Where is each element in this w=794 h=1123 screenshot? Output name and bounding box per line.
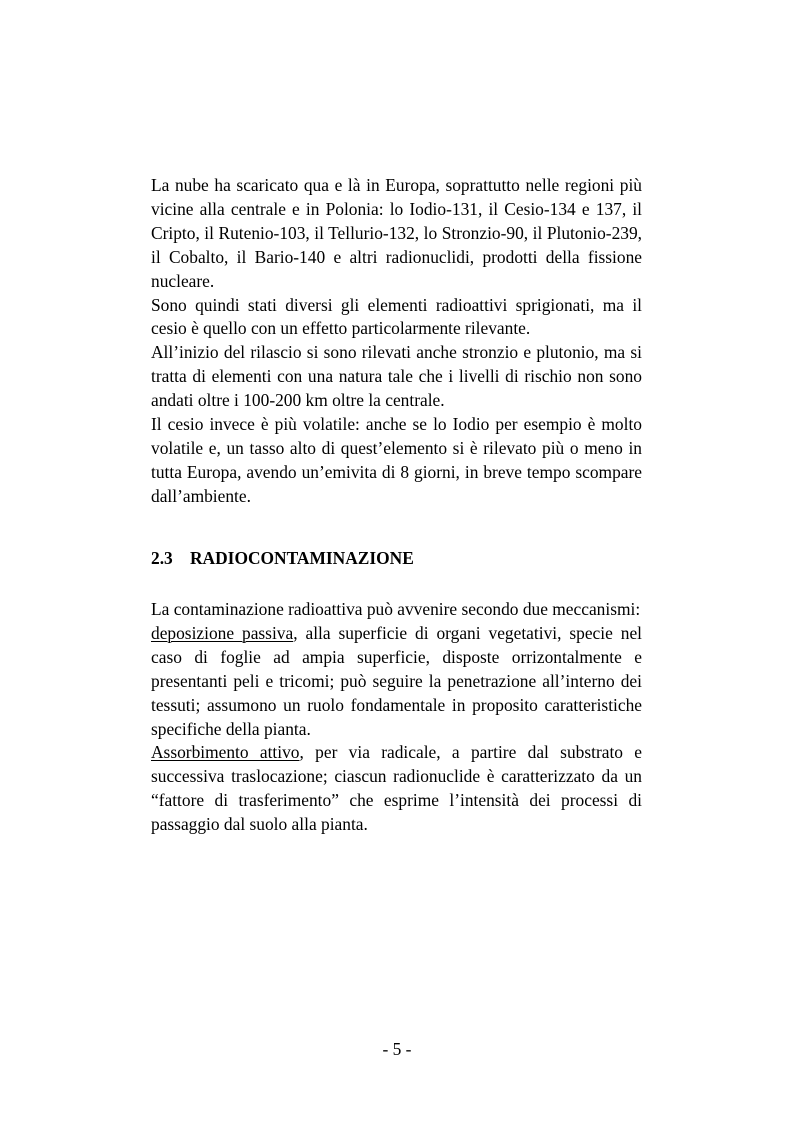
mechanism-passive-deposition [151,622,642,742]
page-number: - 5 - [382,1039,412,1059]
mechanism-term: deposizione passiva [151,622,294,643]
paragraph-strontium-plutonium: All’inizio del rilascio si sono rilevati anche stronzio e plutonio, ma si tratta di elementi con una natura tale che i livelli di rischio non sono andati oltre i 100-200 km oltre la centrale. [151,342,642,411]
mechanism-term: Assorbimento attivo [151,742,300,763]
mechanism-active-absorption [151,741,642,837]
section-title: RADIOCONTAMINAZIONE [190,548,414,568]
section-intro-paragraph: La contaminazione radioattiva può avvenire secondo due meccanismi: [151,599,641,619]
intro-text-block [151,174,642,509]
mechanism-description: , per via radicale, a partire dal substrato e successiva traslocazione; ciascun radionuclide è caratterizzato da un “fattore di trasferimento” che esprime l’intensità dei processi di passaggio dal suolo alla pianta. [151,742,643,835]
paragraph-cesium-effect: Sono quindi stati diversi gli elementi radioattivi sprigionati, ma il cesio è quello con un effetto particolarmente rilevante. [151,294,642,339]
paragraph-radionuclides: La nube ha scaricato qua e là in Europa, soprattutto nelle regioni più vicine alla centrale e in Polonia: lo Iodio-131, il Cesio-134 e 137, il Cripto, il Rutenio-103, il Tellurio-132, lo Stronzio-90, il Plutonio-239, il Cobalto, il Bario-140 e altri radionuclidi, prodotti della fissione nucleare. [151,175,642,291]
section-heading [151,547,414,571]
paragraph-cesium-volatility: Il cesio invece è più volatile: anche se lo Iodio per esempio è molto volatile e, un tasso alto di quest’elemento si è rilevato più o meno in tutta Europa, avendo un’emivita di 8 giorni, in breve tempo scompare dall’ambiente. [151,414,642,506]
section-text-block [151,598,642,837]
section-number: 2.3 [151,548,173,568]
mechanism-description: , alla superficie di organi vegetativi, specie nel caso di foglie ad ampia superficie, disposte orrizontalmente e presentanti peli e tricomi; può seguire la penetrazione all’interno dei tessuti; assumono un ruolo fondamentale in proposito caratteristiche specifiche della pianta. [151,622,643,739]
